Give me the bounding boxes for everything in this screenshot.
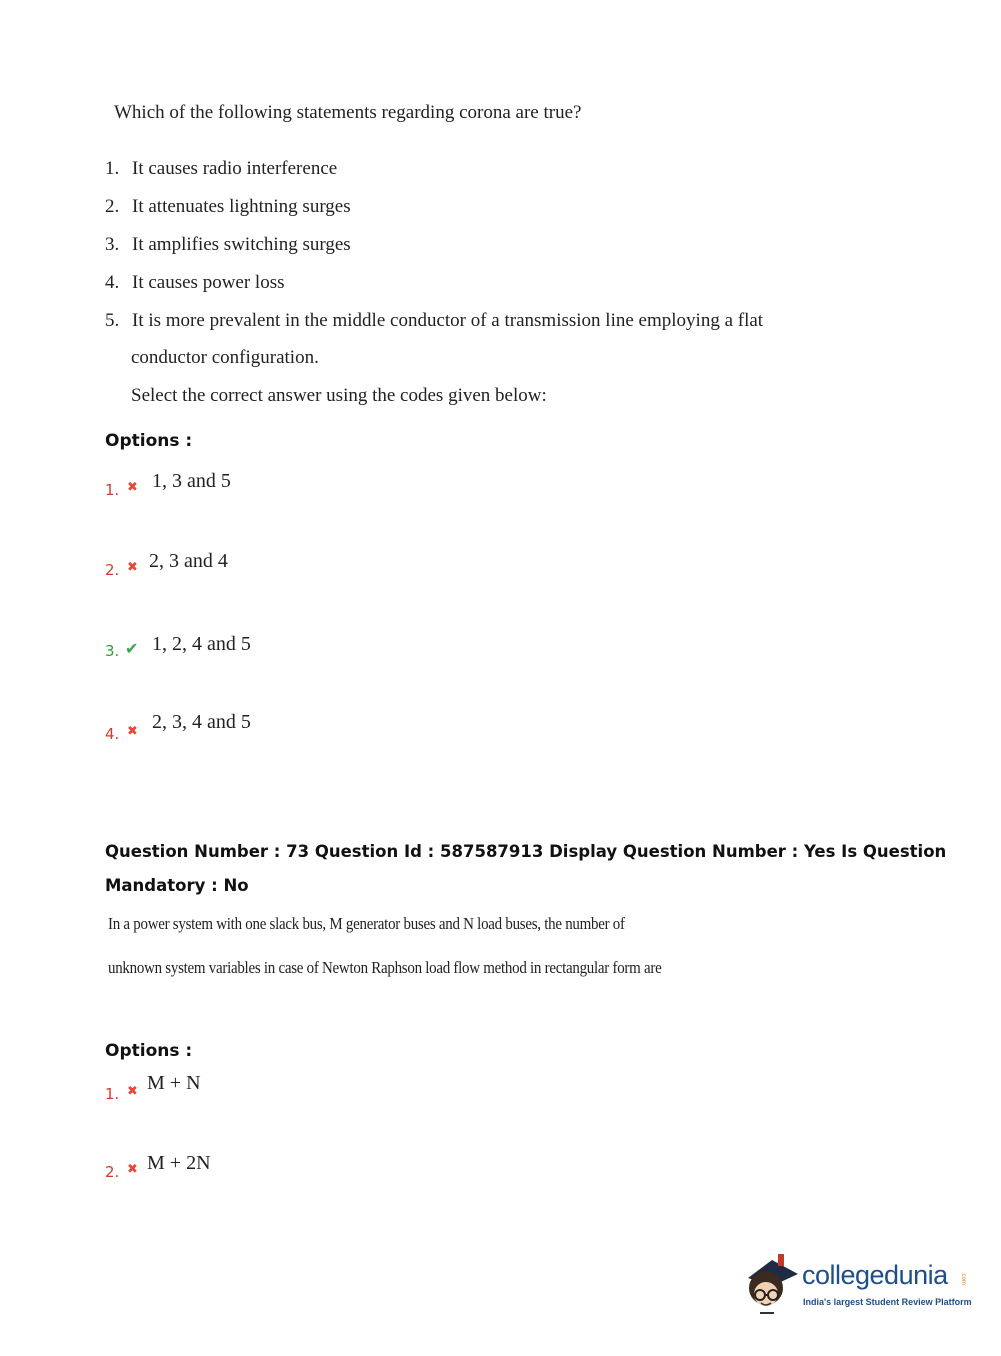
collegedunia-logo[interactable] (742, 1250, 972, 1320)
option-text: 1, 2, 4 and 5 (152, 633, 251, 655)
option-number: 1. (105, 481, 120, 499)
check-icon: ✔ (125, 639, 139, 658)
option-number: 4. (105, 725, 120, 743)
mascot-icon (742, 1250, 802, 1320)
statement-text: It causes radio interference (132, 158, 338, 179)
cross-icon: ✖ (127, 480, 138, 495)
options-heading: Options : (105, 1041, 193, 1061)
question-meta: Mandatory : No (105, 876, 249, 895)
statement-continuation: conductor configuration. (131, 347, 319, 368)
statement-number: 2. (105, 196, 120, 217)
option-number: 2. (105, 561, 120, 579)
option-text: 1, 3 and 5 (152, 470, 231, 492)
cross-icon: ✖ (127, 1084, 138, 1099)
statement-text: It amplifies switching surges (132, 234, 351, 255)
option-number: 1. (105, 1085, 120, 1103)
cross-icon: ✖ (127, 724, 138, 739)
statement-number: 1. (105, 158, 120, 179)
question-stem: unknown system variables in case of Newton Raphson load flow method in rectangular form are (108, 958, 662, 977)
option-text: M + 2N (147, 1152, 211, 1174)
question-stem: In a power system with one slack bus, M generator buses and N load buses, the number of (108, 914, 625, 933)
cross-icon: ✖ (127, 560, 138, 575)
option-number: 3. (105, 642, 120, 660)
brand-tagline: India's largest Student Review Platform (803, 1297, 972, 1307)
option-number: 2. (105, 1163, 120, 1181)
options-heading: Options : (105, 431, 193, 451)
statement-text: It is more prevalent in the middle conductor of a transmission line employing a flat (132, 310, 764, 331)
cross-icon: ✖ (127, 1162, 138, 1177)
statement-number: 3. (105, 234, 120, 255)
brand-name: collegedunia (802, 1260, 948, 1290)
statement-text: It causes power loss (132, 272, 285, 293)
question-meta: Question Number : 73 Question Id : 587587913 Display Question Number : Yes Is Question (105, 842, 947, 861)
statement-number: 5. (105, 310, 120, 331)
option-text: 2, 3 and 4 (149, 550, 228, 572)
option-text: M + N (147, 1072, 201, 1094)
statement-text: It attenuates lightning surges (132, 196, 351, 217)
option-text: 2, 3, 4 and 5 (152, 711, 251, 733)
question-stem: Which of the following statements regarding corona are true? (114, 102, 582, 123)
brand-suffix: .com (960, 1272, 966, 1286)
answer-instruction: Select the correct answer using the codes given below: (131, 385, 547, 406)
statement-number: 4. (105, 272, 120, 293)
